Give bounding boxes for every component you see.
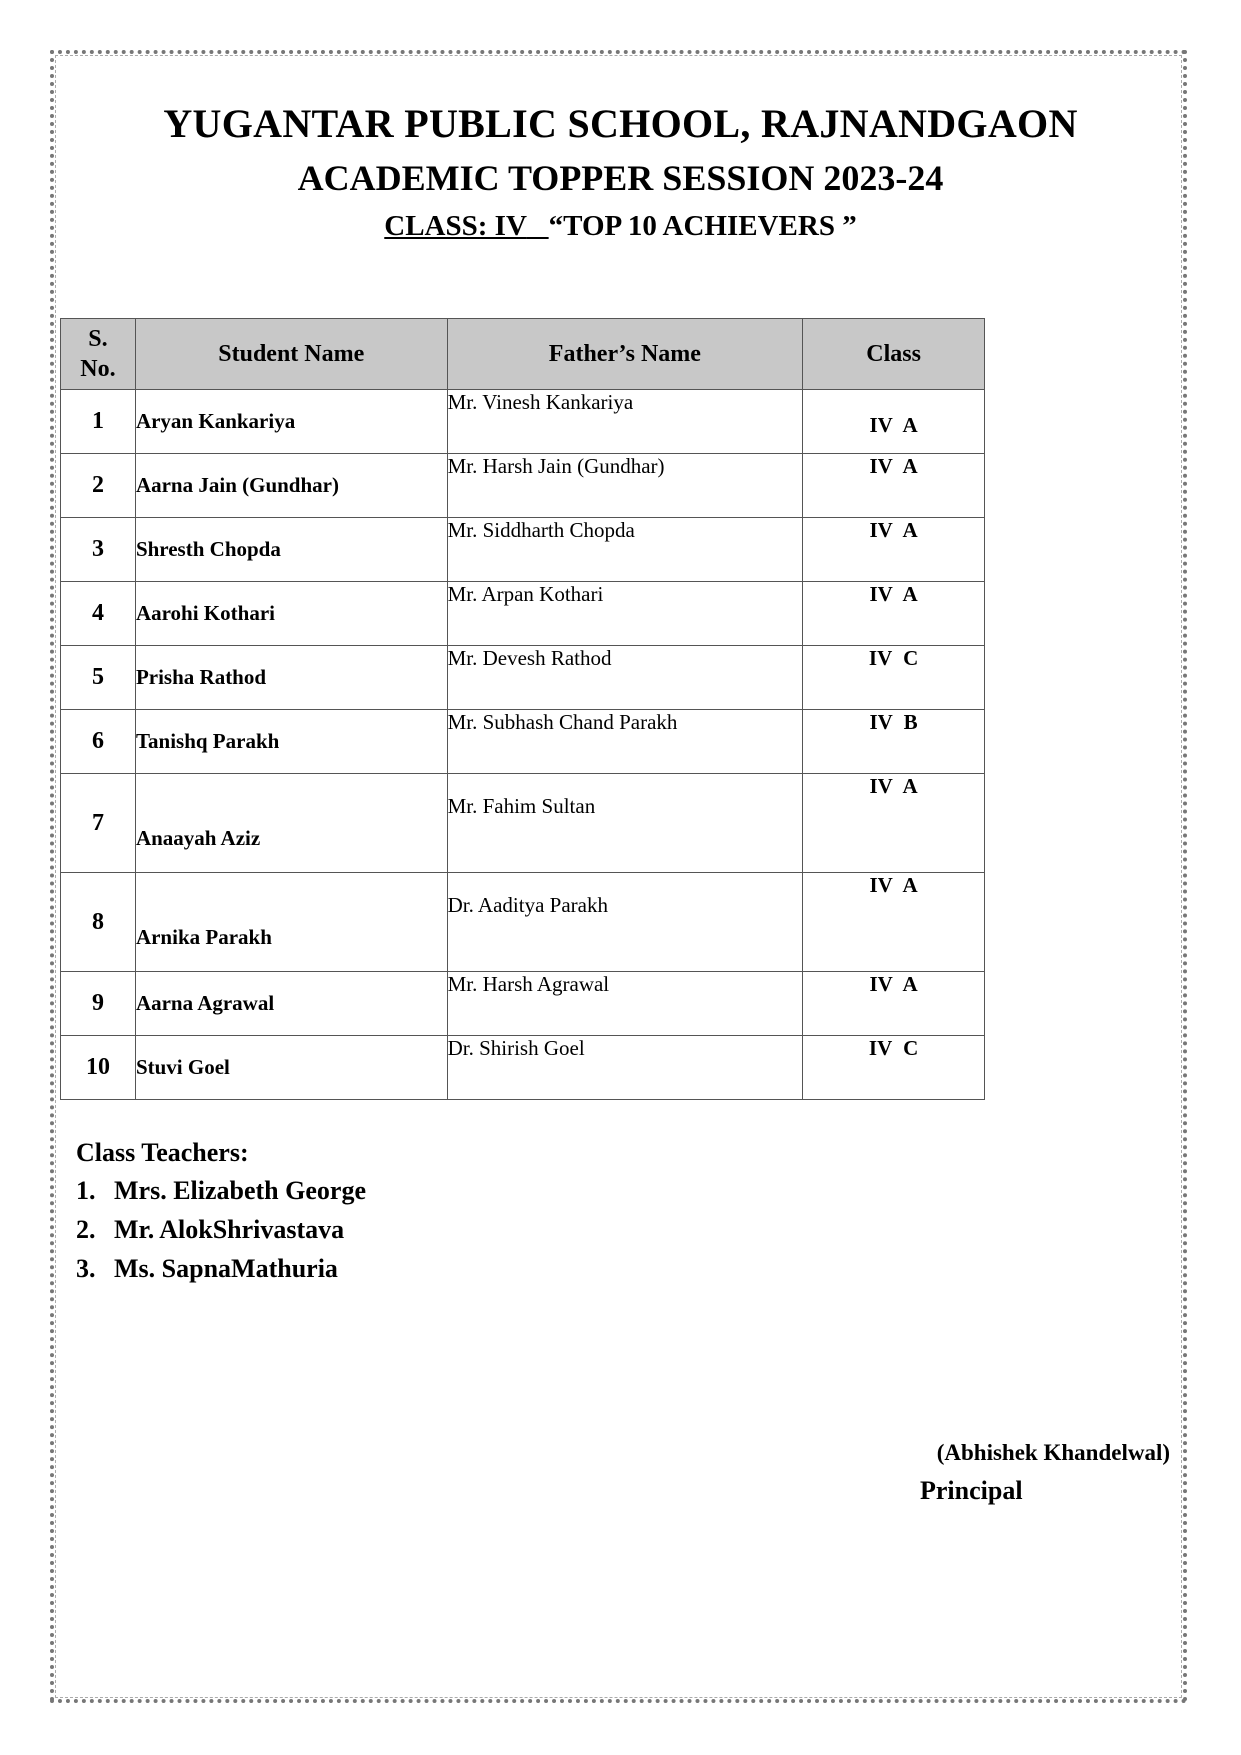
table-row — [61, 390, 985, 454]
cell-father: Mr. Harsh Jain (Gundhar) — [447, 454, 803, 518]
class-teachers — [76, 1138, 366, 1293]
cell-student: Shresth Chopda — [135, 518, 447, 582]
cell-student: Prisha Rathod — [135, 646, 447, 710]
cell-sno: 3 — [61, 518, 136, 582]
cell-sno: 4 — [61, 582, 136, 646]
header-student-name: Student Name — [135, 319, 447, 390]
cell-class: IV A — [803, 873, 985, 972]
table-row — [61, 646, 985, 710]
list-item: 3. Ms. SapnaMathuria — [76, 1254, 338, 1283]
cell-father: Dr. Shirish Goel — [447, 1036, 803, 1100]
cell-father: Mr. Siddharth Chopda — [447, 518, 803, 582]
cell-student: Stuvi Goel — [135, 1036, 447, 1100]
cell-father: Dr. Aaditya Parakh — [447, 873, 803, 972]
cell-student: Aryan Kankariya — [135, 390, 447, 454]
achievers-label: “TOP 10 ACHIEVERS ” — [548, 210, 857, 242]
cell-class: IV C — [803, 646, 985, 710]
table-row — [61, 454, 985, 518]
table-row — [61, 873, 985, 972]
principal-signature — [880, 1440, 1170, 1506]
cell-student: Anaayah Aziz — [135, 774, 447, 873]
cell-sno: 9 — [61, 972, 136, 1036]
cell-class: IV C — [803, 1036, 985, 1100]
class-teachers-list — [76, 1176, 366, 1284]
table-row — [61, 582, 985, 646]
cell-father: Mr. Harsh Agrawal — [447, 972, 803, 1036]
cell-class: IV A — [803, 390, 985, 454]
cell-student: Arnika Parakh — [135, 873, 447, 972]
cell-sno: 10 — [61, 1036, 136, 1100]
school-name: YUGANTAR PUBLIC SCHOOL, RAJNANDGAON — [163, 101, 1078, 146]
cell-class: IV B — [803, 710, 985, 774]
class-subtitle — [0, 210, 1241, 243]
cell-father: Mr. Arpan Kothari — [447, 582, 803, 646]
class-label: CLASS: IV — [384, 210, 527, 242]
header-father-name: Father’s Name — [447, 319, 803, 390]
cell-sno: 6 — [61, 710, 136, 774]
cell-class: IV A — [803, 518, 985, 582]
cell-class: IV A — [803, 774, 985, 873]
list-item: 2. Mr. AlokShrivastava — [76, 1215, 345, 1244]
header-sno: S. No. — [61, 319, 136, 390]
table-row — [61, 774, 985, 873]
table-row — [61, 710, 985, 774]
cell-father: Mr. Fahim Sultan — [447, 774, 803, 873]
cell-class: IV A — [803, 582, 985, 646]
cell-sno: 7 — [61, 774, 136, 873]
table-row — [61, 972, 985, 1036]
cell-student: Aarna Agrawal — [135, 972, 447, 1036]
cell-sno: 1 — [61, 390, 136, 454]
cell-sno: 5 — [61, 646, 136, 710]
cell-student: Tanishq Parakh — [135, 710, 447, 774]
class-teachers-heading: Class Teachers: — [76, 1138, 249, 1167]
cell-father: Mr. Vinesh Kankariya — [447, 390, 803, 454]
cell-sno: 2 — [61, 454, 136, 518]
cell-class: IV A — [803, 972, 985, 1036]
cell-sno: 8 — [61, 873, 136, 972]
achievers-table — [60, 318, 985, 1100]
cell-class: IV A — [803, 454, 985, 518]
list-item: 1. Mrs. Elizabeth George — [76, 1176, 366, 1205]
session-title: ACADEMIC TOPPER SESSION 2023-24 — [297, 158, 944, 198]
table-row — [61, 518, 985, 582]
cell-student: Aarna Jain (Gundhar) — [135, 454, 447, 518]
cell-father: Mr. Devesh Rathod — [447, 646, 803, 710]
principal-title: Principal — [920, 1476, 1023, 1505]
table-header-row — [61, 319, 985, 390]
cell-student: Aarohi Kothari — [135, 582, 447, 646]
header-class: Class — [803, 319, 985, 390]
cell-father: Mr. Subhash Chand Parakh — [447, 710, 803, 774]
principal-name: (Abhishek Khandelwal) — [936, 1440, 1170, 1465]
table-row — [61, 1036, 985, 1100]
